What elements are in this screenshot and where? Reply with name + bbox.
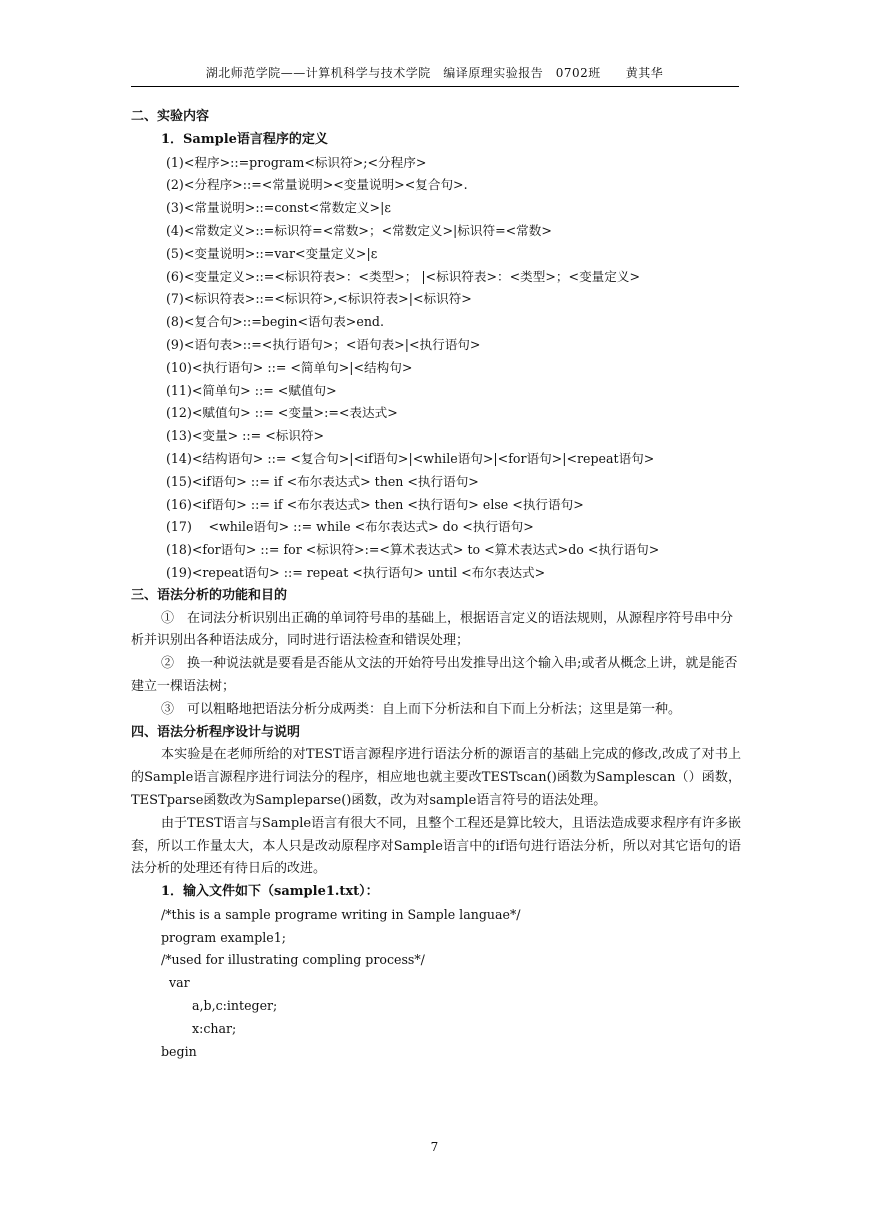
code-line: /*used for illustrating compling process*/ [161,952,425,968]
purpose-item: ③ 可以粗略地把语法分析分成两类：自上而下分析法和自下而上分析法；这里是第一种。 [161,701,682,717]
grammar-rule: (2)<分程序>::=<常量说明><变量说明><复合句>. [166,177,468,193]
code-line: program example1; [161,929,287,945]
grammar-rule: (11)<简单句> ::= <赋值句> [166,382,337,398]
design-paragraph: 由于TEST语言与Sample语言有很大不同，且整个工程还是算比较大，且语法造成要求程序有许多嵌套，所以工作量太大，本人只是改动原程序对Sample语言中的if语句进行语法分析，所以对其它语句的语法分析的处理还有待日后的改进。 [131,815,741,877]
section-title-purpose: 三、语法分析的功能和目的 [131,587,288,603]
design-paragraph: 本实验是在老师所给的对TEST语言源程序进行语法分析的源语言的基础上完成的修改,改成了对书上的Sample语言源程序进行词法分的程序，相应地也就主要改TESTscan()函数为Samplescan（）函数，TESTparse函数改为Sampleparse()函数，改为对sample语言符号的语法处理。 [131,747,741,808]
section-title-design: 四、语法分析程序设计与说明 [131,724,301,740]
code-line: /*this is a sample programe writing in Sample languae*/ [161,906,521,922]
grammar-rule: (8)<复合句>::=begin<语句表>end. [166,314,384,330]
grammar-rule: (6)<变量定义>::=<标识符表>：<类型>； |<标识符表>：<类型>；<变量定义> [166,268,640,284]
grammar-rule: (19)<repeat语句> ::= repeat <执行语句> until <布尔表达式> [166,564,546,580]
subsection-title-input: 1．输入文件如下（sample1.txt）： [161,884,379,900]
grammar-rule: (15)<if语句> ::= if <布尔表达式> then <执行语句> [166,473,479,489]
page-header: 湖北师范学院——计算机科学与技术学院 编译原理实验报告 0702班 黄其华 [205,66,664,80]
grammar-rule: (5)<变量说明>::=var<变量定义>|ε [166,245,378,261]
section-title-content: 二、实验内容 [131,109,210,124]
code-line: a,b,c:integer; [192,998,278,1014]
grammar-rule: (9)<语句表>::=<执行语句>；<语句表>|<执行语句> [166,336,481,352]
grammar-rule: (13)<变量> ::= <标识符> [166,428,325,444]
grammar-rule: (18)<for语句> ::= for <标识符>:=<算术表达式> to <算术表达式>do <执行语句> [166,542,660,558]
grammar-rule: (3)<常量说明>::=const<常数定义>|ε [166,200,391,216]
code-line: x:char; [192,1020,237,1036]
purpose-item: ① 在词法分析识别出正确的单词符号串的基础上，根据语言定义的语法规则，从源程序符号串中分析并识别出各种语法成分，同时进行语法检查和错误处理； [131,610,734,649]
grammar-rule: (16)<if语句> ::= if <布尔表达式> then <执行语句> else <执行语句> [166,496,584,512]
header-rule [131,86,739,87]
document-body [131,106,741,1063]
code-line: var [169,975,190,991]
grammar-rule: (12)<赋值句> ::= <变量>:=<表达式> [166,405,398,421]
grammar-rule: (17) <while语句> ::= while <布尔表达式> do <执行语句> [166,519,534,535]
page-number: 7 [430,1140,439,1154]
subsection-title-definition: 1．Sample语言程序的定义 [161,131,328,147]
purpose-item: ② 换一种说法就是要看是否能从文法的开始符号出发推导出这个输入串;或者从概念上讲，就是能否建立一棵语法树； [131,656,738,694]
grammar-rule: (7)<标识符表>::=<标识符>,<标识符表>|<标识符> [166,291,472,307]
grammar-rule: (1)<程序>::=program<标识符>;<分程序> [166,154,427,170]
grammar-rule: (14)<结构语句> ::= <复合句>|<if语句>|<while语句>|<for语句>|<repeat语句> [166,450,655,466]
grammar-rule: (4)<常数定义>::=标识符=<常数>；<常数定义>|标识符=<常数> [166,222,552,238]
code-line: begin [161,1043,197,1059]
grammar-rule: (10)<执行语句> ::= <简单句>|<结构句> [166,359,413,375]
